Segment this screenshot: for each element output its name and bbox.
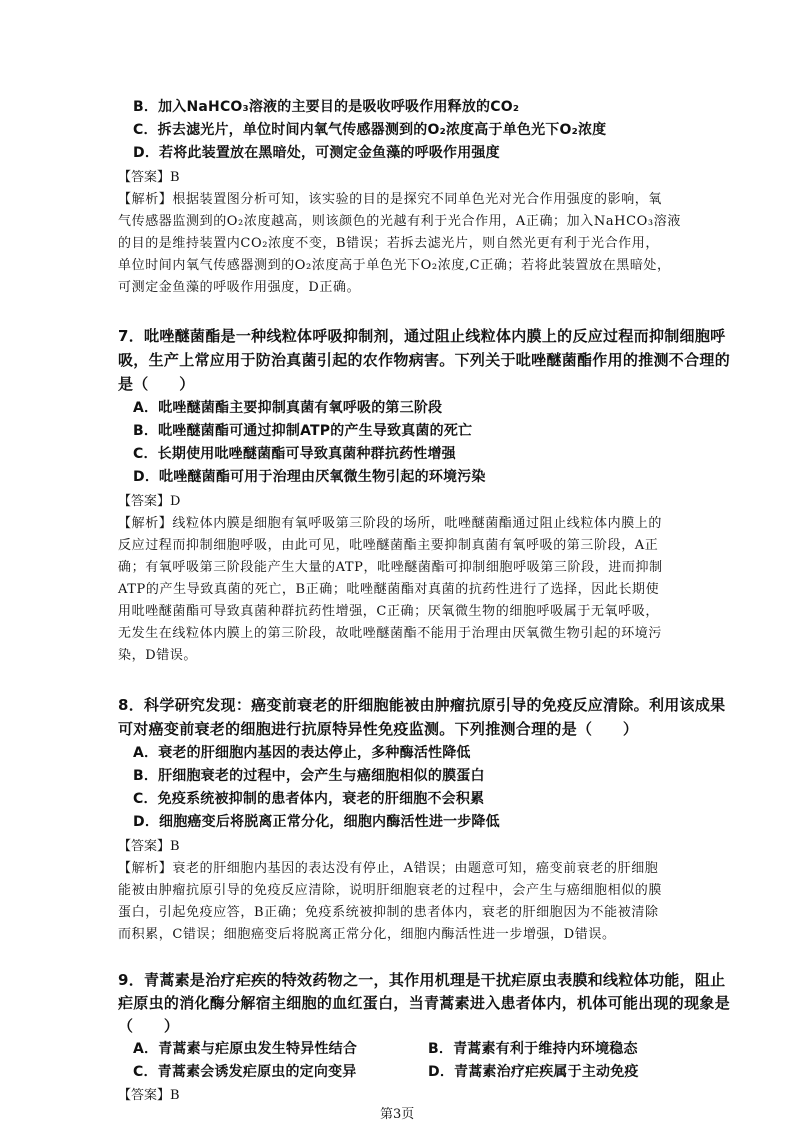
q8-analysis-line: 蛋白，引起免疫应答，B正确；免疫系统被抑制的患者体内，衰老的肝细胞因为不能被清除 bbox=[118, 905, 659, 920]
q9-option-b: B．青蒿素有利于维持内环境稳态 bbox=[428, 1041, 638, 1057]
q9-option-d: D．青蒿素治疗疟疾属于主动免疫 bbox=[428, 1064, 639, 1080]
q7-analysis-line: 无发生在线粒体内膜上的第三阶段，故吡唑醚菌酯不能用于治理由厌氧微生物引起的环境污 bbox=[118, 626, 663, 641]
prev-analysis-line: 可测定金鱼藻的呼吸作用强度，D正确。 bbox=[118, 280, 361, 295]
q7-analysis-line: 染，D错误。 bbox=[118, 648, 198, 663]
q8-option-a: A．衰老的肝细胞内基因的表达停止，多种酶活性降低 bbox=[133, 745, 471, 761]
prev-analysis-line: 【解析】根据装置图分析可知，该实验的目的是探究不同单色光对光合作用强度的影响，氧 bbox=[118, 192, 663, 207]
q8-option-c: C．免疫系统被抑制的患者体内，衰老的肝细胞不会积累 bbox=[133, 791, 485, 807]
q9-stem-line: 疟原虫的消化酶分解宿主细胞的血红蛋白，当青蒿素进入患者体内，机体可能出现的现象是 bbox=[118, 994, 731, 1012]
q7-stem-line: 7．吡唑醚菌酯是一种线粒体呼吸抑制剂，通过阻止线粒体内膜上的反应过程而抑制细胞呼 bbox=[118, 327, 726, 345]
q8-stem-line: 8．科学研究发现：癌变前衰老的肝细胞能被由肿瘤抗原引导的免疫反应清除。利用该成果 bbox=[118, 696, 726, 714]
prev-option-c: C．拆去滤光片，单位时间内氧气传感器测到的O₂浓度高于单色光下O₂浓度 bbox=[133, 122, 607, 138]
q8-analysis-line: 而积累，C错误；细胞癌变后将脱离正常分化，细胞内酶活性进一步增强，D错误。 bbox=[118, 927, 616, 942]
q7-analysis-line: 【解析】线粒体内膜是细胞有氧呼吸第三阶段的场所，吡唑醚菌酯通过阻止线粒体内膜上的 bbox=[118, 516, 663, 531]
q7-analysis-line: 确；有氧呼吸第三阶段能产生大量的ATP，吡唑醚菌酯可抑制细胞呼吸第三阶段，进而抑制 bbox=[118, 560, 663, 575]
q8-analysis-line: 【解析】衰老的肝细胞内基因的表达没有停止，A错误；由题意可知，癌变前衰老的肝细胞 bbox=[118, 861, 659, 876]
prev-answer: 【答案】B bbox=[118, 170, 180, 185]
q8-stem-line: 可对癌变前衰老的细胞进行抗原特异性免疫监测。下列推测合理的是（ ） bbox=[118, 720, 639, 738]
q7-analysis-line: 反应过程而抑制细胞呼吸，由此可见，吡唑醚菌酯主要抑制真菌有氧呼吸的第三阶段，A正 bbox=[118, 538, 659, 553]
prev-option-d: D．若将此装置放在黑暗处，可测定金鱼藻的呼吸作用强度 bbox=[133, 145, 500, 161]
q7-option-b: B．吡唑醚菌酯可通过抑制ATP的产生导致真菌的死亡 bbox=[133, 423, 473, 439]
prev-option-b: B．加入NaHCO₃溶液的主要目的是吸收呼吸作用释放的CO₂ bbox=[133, 99, 520, 115]
q7-analysis-line: 用吡唑醚菌酯可导致真菌种群抗药性增强，C正确；厌氧微生物的细胞呼吸属于无氧呼吸， bbox=[118, 604, 659, 619]
q9-answer: 【答案】B bbox=[118, 1088, 180, 1103]
q9-option-a: A．青蒿素与疟原虫发生特异性结合 bbox=[133, 1041, 358, 1057]
q8-option-b: B．肝细胞衰老的过程中，会产生与癌细胞相似的膜蛋白 bbox=[133, 768, 485, 784]
q9-stem-line: 9．青蒿素是治疗疟疾的特效药物之一，其作用机理是干扰疟原虫表膜和线粒体功能，阻止 bbox=[118, 971, 726, 989]
q8-answer: 【答案】B bbox=[118, 839, 180, 854]
q7-answer: 【答案】D bbox=[118, 494, 181, 509]
q8-option-d: D．细胞癌变后将脱离正常分化，细胞内酶活性进一步降低 bbox=[133, 814, 500, 830]
q9-stem-line: （ ） bbox=[118, 1017, 180, 1035]
prev-analysis-line: 单位时间内氧气传感器测到的O₂浓度高于单色光下O₂浓度,C正确；若将此装置放在黑暗处， bbox=[118, 258, 671, 273]
q7-stem-line: 吸，生产上常应用于防治真菌引起的农作物病害。下列关于吡唑醚菌酯作用的推测不合理的 bbox=[118, 351, 731, 369]
q8-analysis-line: 能被由肿瘤抗原引导的免疫反应清除，说明肝细胞衰老的过程中，会产生与癌细胞相似的膜 bbox=[118, 883, 663, 898]
q7-option-c: C．长期使用吡唑醚菌酯可导致真菌种群抗药性增强 bbox=[133, 446, 456, 462]
q9-option-c: C．青蒿素会诱发疟原虫的定向变异 bbox=[133, 1064, 357, 1080]
q7-option-a: A．吡唑醚菌酯主要抑制真菌有氧呼吸的第三阶段 bbox=[133, 400, 443, 416]
prev-analysis-line: 气传感器监测到的O₂浓度越高，则该颜色的光越有利于光合作用，A正确；加入NaHCO₃溶液 bbox=[118, 214, 681, 229]
q7-option-d: D．吡唑醚菌酯可用于治理由厌氧微生物引起的环境污染 bbox=[133, 469, 486, 485]
q7-stem-line: 是（ ） bbox=[118, 375, 195, 393]
page-number: 第3页 bbox=[380, 1107, 415, 1122]
q7-analysis-line: ATP的产生导致真菌的死亡，B正确；吡唑醚菌酯对真菌的抗药性进行了选择，因此长期使 bbox=[118, 582, 660, 597]
prev-analysis-line: 的目的是维持装置内CO₂浓度不变，B错误；若拆去滤光片，则自然光更有利于光合作用， bbox=[118, 236, 659, 251]
